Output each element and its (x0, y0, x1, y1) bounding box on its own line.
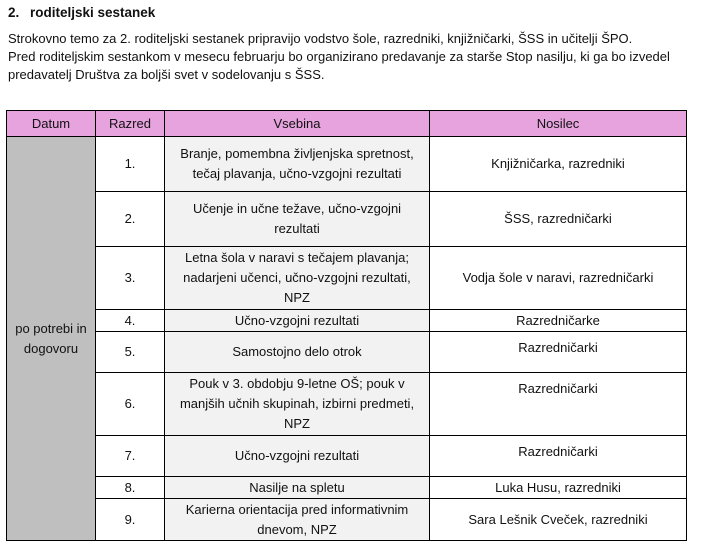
grade-cell: 9. (96, 499, 165, 541)
holder-cell: ŠSS, razredničarki (430, 192, 687, 247)
header-holder: Nosilec (430, 111, 687, 137)
content-cell: Nasilje na spletu (165, 477, 430, 499)
intro-paragraph-2: Pred roditeljskim sestankom v mesecu februarju bo organizirano predavanje za starše Stop nasilju, ki ga bo izvedel predavatelj Društva za boljši svet v sodelovanju s ŠSS. (8, 49, 670, 82)
header-date: Datum (7, 111, 96, 137)
holder-cell: Luka Husu, razredniki (430, 477, 687, 499)
grade-cell: 5. (96, 332, 165, 373)
grade-cell: 7. (96, 436, 165, 477)
content-cell: Karierna orientacija pred informativnim dnevom, NPZ (165, 499, 430, 541)
table-row (7, 477, 687, 499)
content-cell: Letna šola v naravi s tečajem plavanja; nadarjeni učenci, učno-vzgojni rezultati, NPZ (165, 247, 430, 310)
table-row (7, 332, 687, 373)
intro-text (8, 30, 708, 84)
holder-cell: Razredničarke (430, 310, 687, 332)
table-row (7, 137, 687, 192)
holder-cell: Sara Lešnik Cveček, razredniki (430, 499, 687, 541)
intro-paragraph-1: Strokovno temo za 2. roditeljski sestanek pripravijo vodstvo šole, razredniki, knjižničarki, ŠSS in učitelji ŠPO. (8, 31, 633, 46)
holder-cell: Razredničarki (430, 373, 687, 436)
table-row (7, 247, 687, 310)
content-cell: Samostojno delo otrok (165, 332, 430, 373)
holder-cell: Vodja šole v naravi, razredničarki (430, 247, 687, 310)
grade-cell: 3. (96, 247, 165, 310)
table-row (7, 499, 687, 541)
holder-cell: Knjižničarka, razredniki (430, 137, 687, 192)
grade-cell: 6. (96, 373, 165, 436)
grade-cell: 2. (96, 192, 165, 247)
content-cell: Učno-vzgojni rezultati (165, 310, 430, 332)
table-row (7, 192, 687, 247)
grade-cell: 8. (96, 477, 165, 499)
holder-cell: Razredničarki (430, 332, 687, 373)
content-cell: Branje, pomembna življenjska spretnost, tečaj plavanja, učno-vzgojni rezultati (165, 137, 430, 192)
holder-cell: Razredničarki (430, 436, 687, 477)
table-row (7, 436, 687, 477)
table-row (7, 373, 687, 436)
meeting-schedule-table (6, 110, 687, 541)
table-row (7, 310, 687, 332)
content-cell: Učenje in učne težave, učno-vzgojni rezultati (165, 192, 430, 247)
grade-cell: 4. (96, 310, 165, 332)
date-cell: po potrebi in dogovoru (7, 137, 96, 541)
content-cell: Pouk v 3. obdobju 9-letne OŠ; pouk v manjših učnih skupinah, izbirni predmeti, NPZ (165, 373, 430, 436)
section-title: roditeljski sestanek (30, 5, 156, 20)
header-grade: Razred (96, 111, 165, 137)
header-content: Vsebina (165, 111, 430, 137)
section-number: 2. (8, 5, 20, 20)
grade-cell: 1. (96, 137, 165, 192)
table-header-row (7, 111, 687, 137)
content-cell: Učno-vzgojni rezultati (165, 436, 430, 477)
section-heading (8, 5, 155, 20)
